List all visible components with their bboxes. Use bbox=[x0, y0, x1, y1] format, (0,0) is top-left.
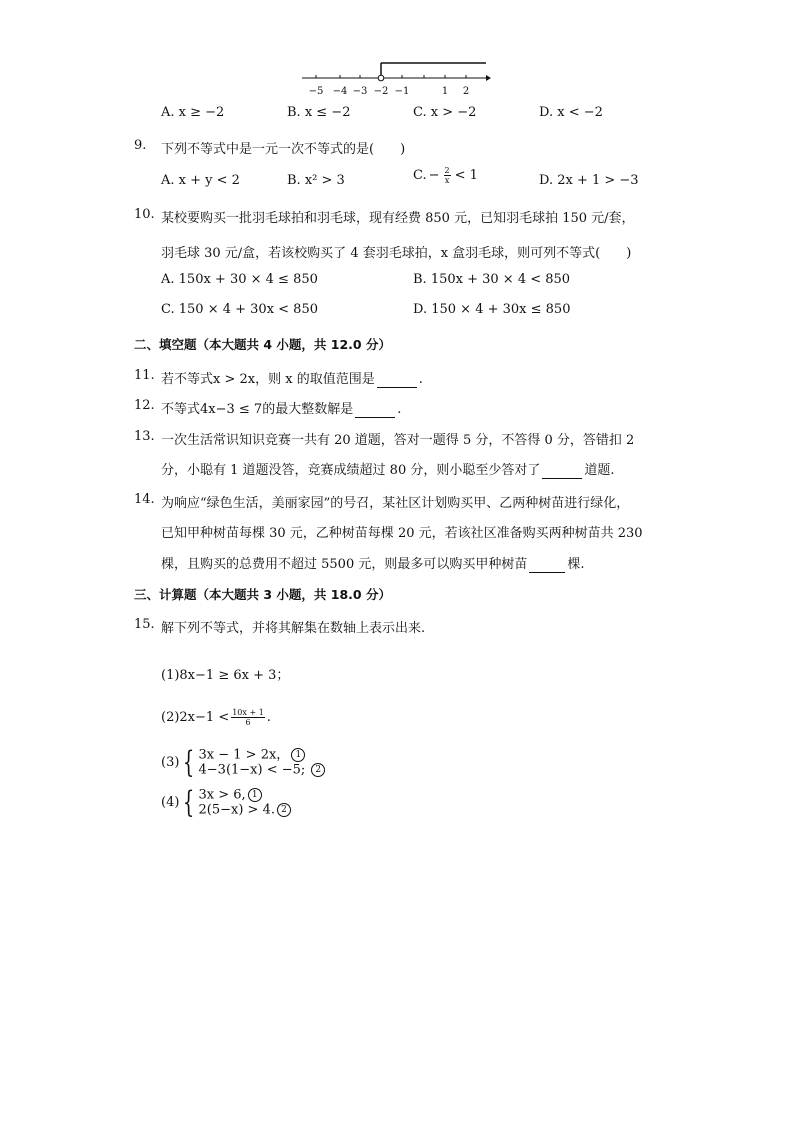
system-line-2: 4−3(1−x) < −5; 2 bbox=[199, 763, 326, 778]
question-text: 不等式4x−3 ≤ 7的最大整数解是 bbox=[161, 402, 354, 417]
inequality-rest: < 1 bbox=[454, 168, 478, 183]
fraction bbox=[231, 708, 265, 727]
circled-one-icon: 1 bbox=[248, 788, 262, 802]
q8-option-d[interactable]: D. x < −2 bbox=[539, 105, 603, 120]
question-number: 12. bbox=[134, 398, 155, 413]
question-end: 棵. bbox=[567, 557, 585, 572]
left-brace-icon: { bbox=[183, 784, 195, 820]
answer-blank[interactable] bbox=[377, 372, 417, 388]
section-score: 18.0 bbox=[330, 587, 362, 602]
left-brace-icon: { bbox=[183, 744, 195, 780]
circled-two-icon: 2 bbox=[277, 803, 291, 817]
question-line bbox=[161, 368, 423, 388]
question-number: 15. bbox=[134, 617, 155, 632]
section-prefix: 二、填空题（本大题共 bbox=[134, 337, 264, 352]
question-stem: 下列不等式中是一元一次不等式的是( ) bbox=[161, 142, 406, 157]
sub-problem-3 bbox=[161, 744, 325, 780]
question-number: 13. bbox=[134, 429, 155, 444]
numerator: 2 bbox=[444, 166, 450, 175]
question-text: 棵，且购买的总费用不超过 5500 元，则最多可以购买甲种树苗 bbox=[161, 557, 528, 572]
system-line-1: 3x − 1 > 2x， 1 bbox=[199, 748, 326, 763]
question-line-2 bbox=[161, 459, 614, 479]
q9-option-c[interactable] bbox=[413, 166, 478, 185]
system-line-2: 2(5−x) > 4. 2 bbox=[199, 803, 291, 818]
question-line bbox=[161, 398, 401, 418]
section-suffix: 分） bbox=[361, 587, 391, 602]
sub-problem-label: (3) bbox=[161, 755, 180, 770]
question-line-1: 一次生活常识知识竞赛一共有 20 道题，答对一题得 5 分，不答得 0 分，答错扣 2 bbox=[161, 433, 635, 448]
denominator: x bbox=[444, 176, 450, 185]
question-number: 9. bbox=[134, 138, 147, 153]
system-line-1: 3x > 6, 1 bbox=[199, 788, 291, 803]
question-end: . bbox=[418, 372, 423, 387]
question-stem-line-2: 羽毛球 30 元/盒，若该校购买了 4 套羽毛球拍，x 盒羽毛球，则可列不等式( ) bbox=[161, 246, 632, 261]
section-mid: 小题，共 bbox=[272, 587, 331, 602]
sub-problem-end: . bbox=[266, 710, 271, 725]
minus-sign: − bbox=[428, 168, 440, 183]
section-2-header bbox=[134, 335, 391, 353]
sub-problem-1: (1)8x−1 ≥ 6x + 3； bbox=[161, 668, 290, 683]
tick-label: −2 bbox=[373, 86, 389, 97]
q10-option-b[interactable]: B. 150x + 30 × 4 < 850 bbox=[413, 272, 571, 287]
denominator: 6 bbox=[245, 718, 251, 727]
tick-label: 1 bbox=[441, 86, 449, 97]
tick-label: 2 bbox=[462, 86, 470, 97]
question-text: 若不等式x > 2x，则 x 的取值范围是 bbox=[161, 372, 375, 387]
section-prefix: 三、计算题（本大题共 bbox=[134, 587, 264, 602]
section-mid: 小题，共 bbox=[272, 337, 331, 352]
question-end: . bbox=[397, 402, 402, 417]
answer-blank[interactable] bbox=[542, 463, 582, 479]
tick-label: −3 bbox=[352, 86, 368, 97]
q9-option-d[interactable]: D. 2x + 1 > −3 bbox=[539, 173, 639, 188]
question-line-3 bbox=[161, 553, 585, 573]
section-score: 12.0 bbox=[330, 337, 362, 352]
sub-problem-4 bbox=[161, 784, 291, 820]
circled-one-icon: 1 bbox=[291, 748, 305, 762]
numerator: 10x + 1 bbox=[232, 708, 264, 717]
section-suffix: 分） bbox=[361, 337, 391, 352]
fraction bbox=[444, 166, 451, 185]
option-label: C. bbox=[413, 168, 427, 183]
section-count: 4 bbox=[263, 337, 273, 352]
open-point bbox=[378, 75, 384, 81]
q10-option-c[interactable]: C. 150 × 4 + 30x < 850 bbox=[161, 302, 318, 317]
question-text: 分，小聪有 1 道题没答，竞赛成绩超过 80 分，则小聪至少答对了 bbox=[161, 463, 541, 478]
sub-problem-text: (2)2x−1 < bbox=[161, 710, 230, 725]
question-line-1: 为响应“绿色生活，美丽家园”的号召，某社区计划购买甲、乙两种树苗进行绿化， bbox=[161, 496, 630, 511]
question-number: 10. bbox=[134, 207, 155, 222]
tick-label: −4 bbox=[332, 86, 348, 97]
q10-option-d[interactable]: D. 150 × 4 + 30x ≤ 850 bbox=[413, 302, 571, 317]
answer-blank[interactable] bbox=[529, 557, 565, 573]
tick-label: −5 bbox=[308, 86, 324, 97]
number-line bbox=[300, 56, 492, 98]
q8-option-a[interactable]: A. x ≥ −2 bbox=[161, 105, 225, 120]
sub-problem-2 bbox=[161, 708, 271, 727]
q9-option-b[interactable]: B. x² > 3 bbox=[287, 173, 345, 188]
circled-two-icon: 2 bbox=[311, 763, 325, 777]
question-number: 14. bbox=[134, 492, 155, 507]
section-3-header bbox=[134, 585, 391, 603]
q9-option-a[interactable]: A. x + y < 2 bbox=[161, 173, 240, 188]
q8-option-b[interactable]: B. x ≤ −2 bbox=[287, 105, 351, 120]
section-count: 3 bbox=[263, 587, 273, 602]
answer-blank[interactable] bbox=[355, 402, 395, 418]
q10-option-a[interactable]: A. 150x + 30 × 4 ≤ 850 bbox=[161, 272, 318, 287]
inequality-system bbox=[199, 788, 291, 817]
question-line-2: 已知甲种树苗每棵 30 元，乙种树苗每棵 20 元，若该社区准备购买两种树苗共 230 bbox=[161, 526, 643, 541]
sub-problem-label: (4) bbox=[161, 795, 180, 810]
q8-option-c[interactable]: C. x > −2 bbox=[413, 105, 477, 120]
inequality-system bbox=[199, 748, 326, 777]
question-end: 道题. bbox=[584, 463, 615, 478]
question-stem-line-1: 某校要购买一批羽毛球拍和羽毛球，现有经费 850 元，已知羽毛球拍 150 元/套， bbox=[161, 211, 635, 226]
question-number: 11. bbox=[134, 368, 155, 383]
question-stem: 解下列不等式，并将其解集在数轴上表示出来. bbox=[161, 621, 426, 636]
tick-label: −1 bbox=[394, 86, 410, 97]
